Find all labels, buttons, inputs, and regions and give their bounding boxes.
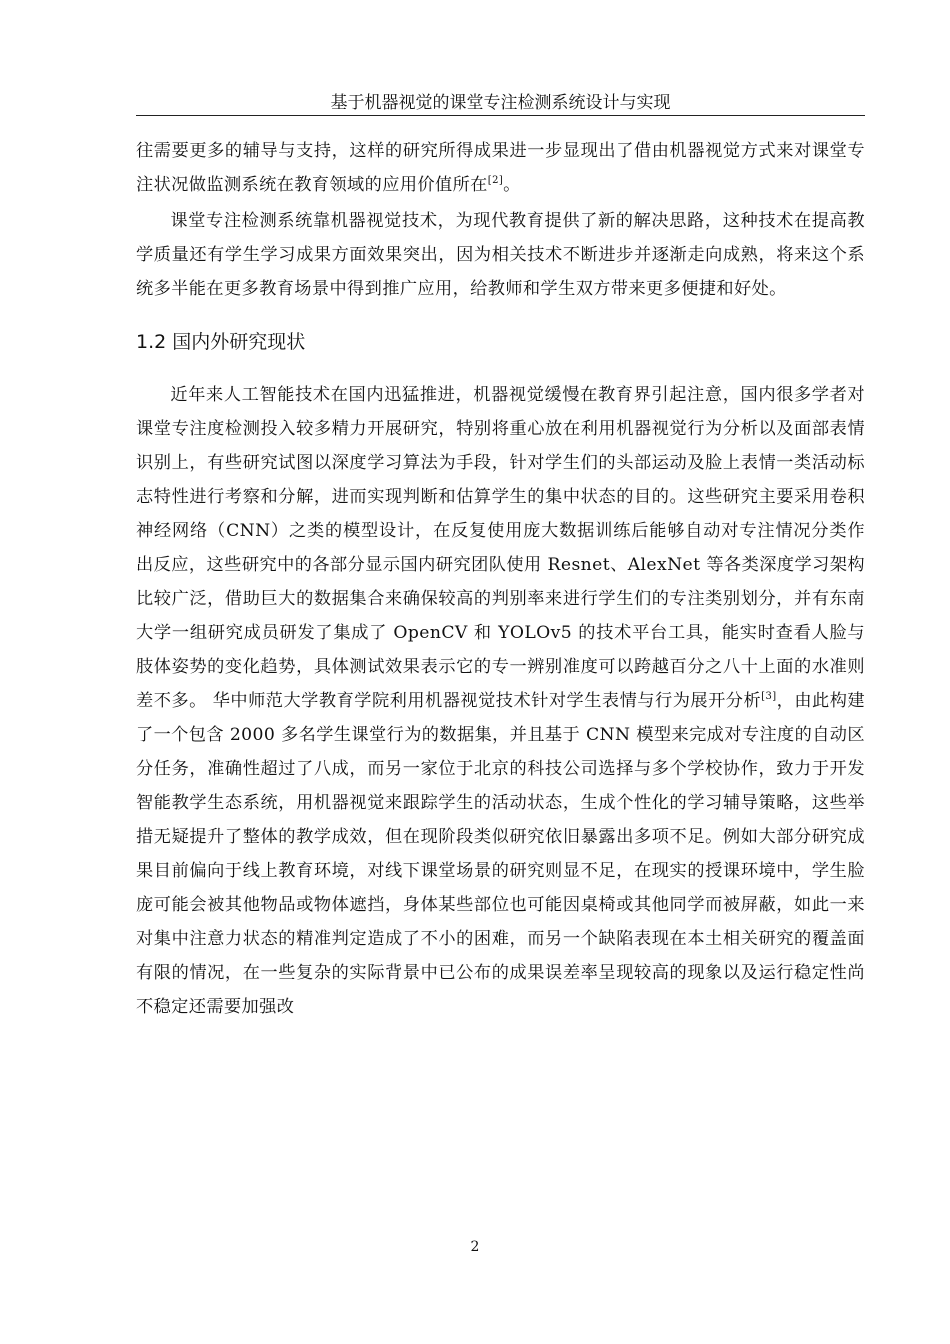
citation-2: [2] [487,175,504,186]
paragraph-1 [136,134,865,202]
paragraph-3-tail: ，由此构建了一个包含 2000 多名学生课堂行为的数据集，并且基于 CNN 模型来完成对专注度的自动区分任务，准确性超过了八成，而另一家位于北京的科技公司选择与多个学校协作，致力于开发智能教学生态系统，用机器视觉来跟踪学生的活动状态，生成个性化的学习辅导策略，这些举措无疑提升了整体的教学成效，但在现阶段类似研究依旧暴露出多项不足。例如大部分研究成果目前偏向于线上教育环境，对线下课堂场景的研究则显不足，在现实的授课环境中，学生脸庞可能会被其他物品或物体遮挡，身体某些部位也可能因桌椅或其他同学而被屏蔽，如此一来对集中注意力状态的精准判定造成了不小的困难，而另一个缺陷表现在本土相关研究的覆盖面有限的情况，在一些复杂的实际背景中已公布的成果误差率呈现较高的现象以及运行稳定性尚不稳定还需要加强改 [136,691,865,1017]
paragraph-2: 课堂专注检测系统靠机器视觉技术，为现代教育提供了新的解决思路，这种技术在提高教学质量还有学生学习成果方面效果突出，因为相关技术不断进步并逐渐走向成熟，将来这个系统多半能在更多教育场景中得到推广应用，给教师和学生双方带来更多便捷和好处。 [136,211,865,299]
page-number: 2 [470,1239,480,1255]
paragraph-1-text: 往需要更多的辅导与支持，这样的研究所得成果进一步显现出了借由机器视觉方式来对课堂专注状况做监测系统在教育领域的应用价值所在 [136,141,865,195]
section-heading: 1.2 国内外研究现状 [136,331,306,353]
citation-3: [3] [761,691,777,702]
paragraph-1-tail: 。 [503,175,521,195]
page-body [136,134,865,1024]
paragraph-3-text: 近年来人工智能技术在国内迅猛推进，机器视觉缓慢在教育界引起注意，国内很多学者对课堂专注度检测投入较多精力开展研究，特别将重心放在利用机器视觉行为分析以及面部表情识别上，有些研究试图以深度学习算法为手段，针对学生们的头部运动及脸上表情一类活动标志特性进行考察和分解，进而实现判断和估算学生的集中状态的目的。这些研究主要采用卷积神经网络（CNN）之类的模型设计，在反复使用庞大数据训练后能够自动对专注情况分类作出反应，这些研究中的各部分显示国内研究团队使用 Resnet、AlexNet 等各类深度学习架构比较广泛，借助巨大的数据集合来确保较高的判别率来进行学生们的专注类别划分，并有东南大学一组研究成员研发了集成了 OpenCV 和 YOLOv5 的技术平台工具，能实时查看人脸与肢体姿势的变化趋势，具体测试效果表示它的专一辨别准度可以跨越百分之八十上面的水准则差不多。 华中师范大学教育学院利用机器视觉技术针对学生表情与行为展开分析 [136,385,865,711]
header-rule [136,115,865,116]
paragraph-3 [136,378,865,1024]
running-header: 基于机器视觉的课堂专注检测系统设计与实现 [330,93,671,113]
